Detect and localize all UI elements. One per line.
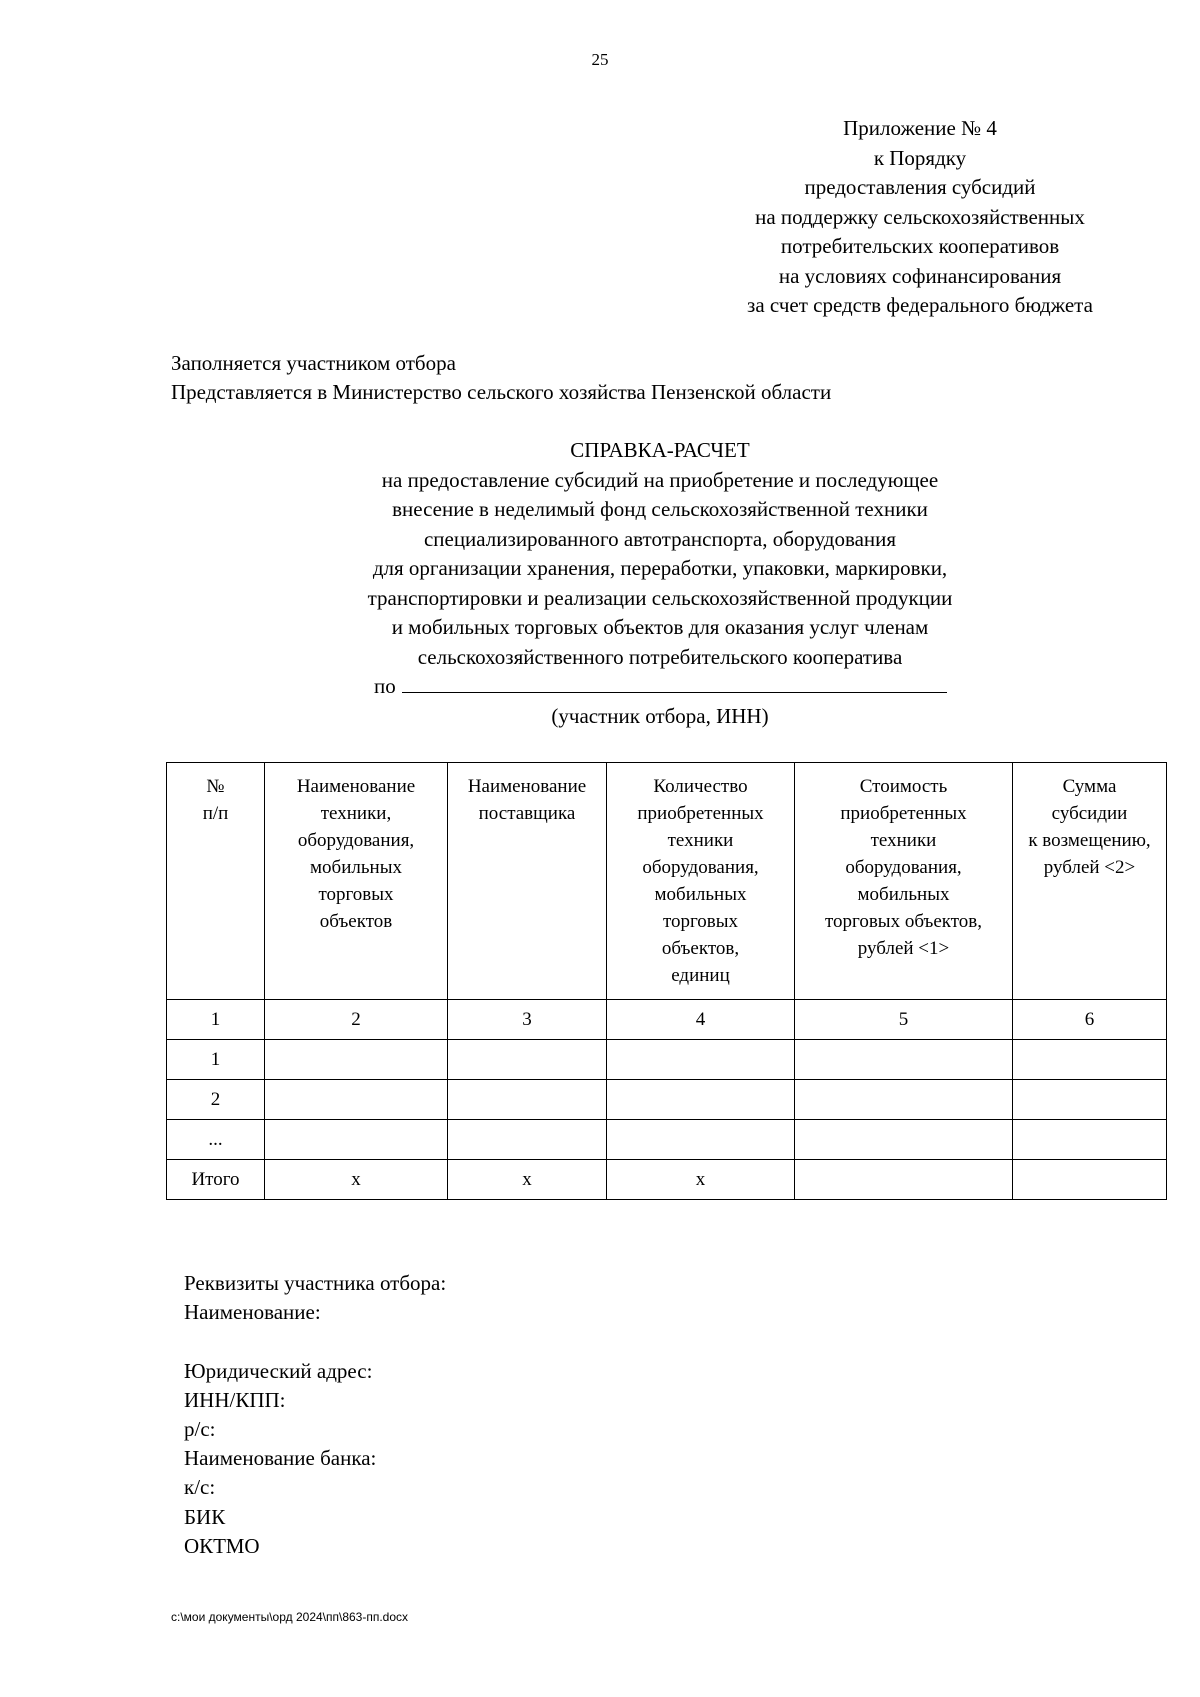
column-number-cell: 2 [265, 1000, 448, 1040]
requisites-line: ОКТМО [184, 1533, 260, 1558]
header-text: мобильных [310, 857, 402, 878]
column-number-cell: 5 [795, 1000, 1013, 1040]
requisites-line [184, 1327, 446, 1356]
header-text: Наименование [296, 776, 416, 797]
header-text: торговых [318, 884, 394, 905]
table-cell: х [265, 1160, 448, 1200]
header-text: техники, [320, 803, 392, 824]
header-text: приобретенных [637, 803, 764, 824]
table-cell[interactable] [448, 1040, 607, 1080]
header-text: объектов [319, 911, 393, 932]
table-cell[interactable] [448, 1080, 607, 1120]
table-row [167, 1040, 1167, 1080]
table-cell: ... [167, 1120, 265, 1160]
title-line: на предоставление субсидий на приобретение и последующее [381, 467, 939, 492]
header-cell-number [167, 763, 265, 1000]
requisites-line: Наименование: [184, 1300, 321, 1325]
document-heading: СПРАВКА-РАСЧЕТ [570, 438, 750, 462]
header-text: приобретенных [840, 803, 967, 824]
table-header-row [167, 763, 1167, 1000]
header-text: субсидии [1051, 803, 1128, 824]
header-text: единиц [671, 965, 730, 986]
table-cell[interactable] [265, 1040, 448, 1080]
table-cell: х [607, 1160, 795, 1200]
appendix-line: Приложение № 4 [843, 116, 997, 140]
header-text: Сумма [1062, 776, 1117, 797]
table-row [167, 1120, 1167, 1160]
appendix-line: предоставления субсидий [804, 175, 1036, 199]
header-text: оборудования, [845, 857, 962, 878]
header-text: оборудования, [642, 857, 759, 878]
header-text: поставщика [478, 803, 576, 824]
title-line: специализированного автотранспорта, оборудования [423, 526, 897, 551]
participant-fill-row [280, 672, 1040, 702]
table-cell: 2 [167, 1080, 265, 1120]
requisites-line: р/с: [184, 1416, 216, 1441]
page-number: 25 [591, 50, 609, 69]
appendix-line: к Порядку [873, 145, 967, 170]
column-number-row [167, 1000, 1167, 1040]
appendix-line: на условиях софинансирования [778, 263, 1062, 288]
column-number-cell: 6 [1013, 1000, 1167, 1040]
total-row [167, 1160, 1167, 1200]
appendix-block [720, 114, 1120, 321]
table-row [167, 1080, 1167, 1120]
table-cell[interactable] [265, 1080, 448, 1120]
title-line: для организации хранения, переработки, упаковки, маркировки, [372, 556, 948, 580]
participant-blank-line[interactable] [402, 674, 947, 693]
table-cell[interactable] [607, 1040, 795, 1080]
table-cell: х [448, 1160, 607, 1200]
header-text: торговых объектов, [824, 911, 983, 932]
table-cell[interactable] [607, 1080, 795, 1120]
column-number-cell: 3 [448, 1000, 607, 1040]
requisites-line: Реквизиты участника отбора: [184, 1271, 447, 1295]
fill-note [171, 349, 831, 407]
footer-file-path: c:\мои документы\орд 2024\пп\863-пп.docx [171, 1610, 409, 1624]
document-title-block [280, 436, 1040, 731]
header-cell-equipment-name [265, 763, 448, 1000]
header-text: п/п [202, 803, 229, 824]
header-cell-subsidy [1013, 763, 1167, 1000]
header-text: техники [667, 830, 734, 851]
header-text: № [206, 776, 225, 797]
requisites-line: ИНН/КПП: [184, 1387, 286, 1412]
participant-caption: (участник отбора, ИНН) [551, 703, 769, 728]
title-line: транспортировки и реализации сельскохозяйственной продукции [367, 585, 953, 610]
header-text: к возмещению, [1028, 830, 1151, 851]
table-cell[interactable] [1013, 1040, 1167, 1080]
header-text: мобильных [857, 884, 950, 905]
submission-note-line: Представляется в Министерство сельского хозяйства Пензенской области [171, 380, 832, 404]
column-number-cell: 1 [167, 1000, 265, 1040]
header-text: мобильных [654, 884, 747, 905]
table-cell: Итого [167, 1160, 265, 1200]
header-cell-supplier [448, 763, 607, 1000]
appendix-line: за счет средств федерального бюджета [747, 293, 1093, 317]
requisites-line: БИК [184, 1504, 226, 1529]
header-text: Количество [653, 776, 748, 797]
title-line: сельскохозяйственного потребительского кооператива [417, 644, 903, 669]
fill-note-line: Заполняется участником отбора [171, 351, 456, 375]
requisites-line: к/с: [184, 1475, 216, 1500]
requisites-block [184, 1269, 446, 1561]
table-cell[interactable] [795, 1160, 1013, 1200]
table-cell: 1 [167, 1040, 265, 1080]
header-cell-quantity [607, 763, 795, 1000]
calculation-table [166, 762, 1167, 1200]
header-text: торговых [662, 911, 739, 932]
table-cell[interactable] [607, 1120, 795, 1160]
po-label: по [374, 674, 396, 698]
table-cell[interactable] [265, 1120, 448, 1160]
title-line: и мобильных торговых объектов для оказания услуг членам [391, 615, 929, 639]
header-text: рублей <1> [857, 938, 950, 959]
appendix-line: на поддержку сельскохозяйственных [755, 204, 1085, 229]
table-cell[interactable] [1013, 1120, 1167, 1160]
header-text: Наименование [467, 776, 587, 797]
header-text: техники [870, 830, 937, 851]
header-text: объектов, [661, 938, 740, 959]
requisites-line: Юридический адрес: [184, 1358, 373, 1383]
column-number-cell: 4 [607, 1000, 795, 1040]
table-cell[interactable] [1013, 1080, 1167, 1120]
table-cell[interactable] [795, 1080, 1013, 1120]
table-cell[interactable] [795, 1040, 1013, 1080]
header-text: оборудования, [297, 830, 415, 851]
header-cell-cost [795, 763, 1013, 1000]
requisites-line: Наименование банка: [184, 1446, 377, 1471]
header-text: Стоимость [859, 776, 948, 797]
header-text: рублей <2> [1043, 857, 1136, 878]
table-cell[interactable] [795, 1120, 1013, 1160]
table-cell[interactable] [448, 1120, 607, 1160]
title-line: внесение в неделимый фонд сельскохозяйственной техники [392, 497, 928, 521]
table-cell[interactable] [1013, 1160, 1167, 1200]
appendix-line: потребительских кооперативов [780, 234, 1060, 258]
